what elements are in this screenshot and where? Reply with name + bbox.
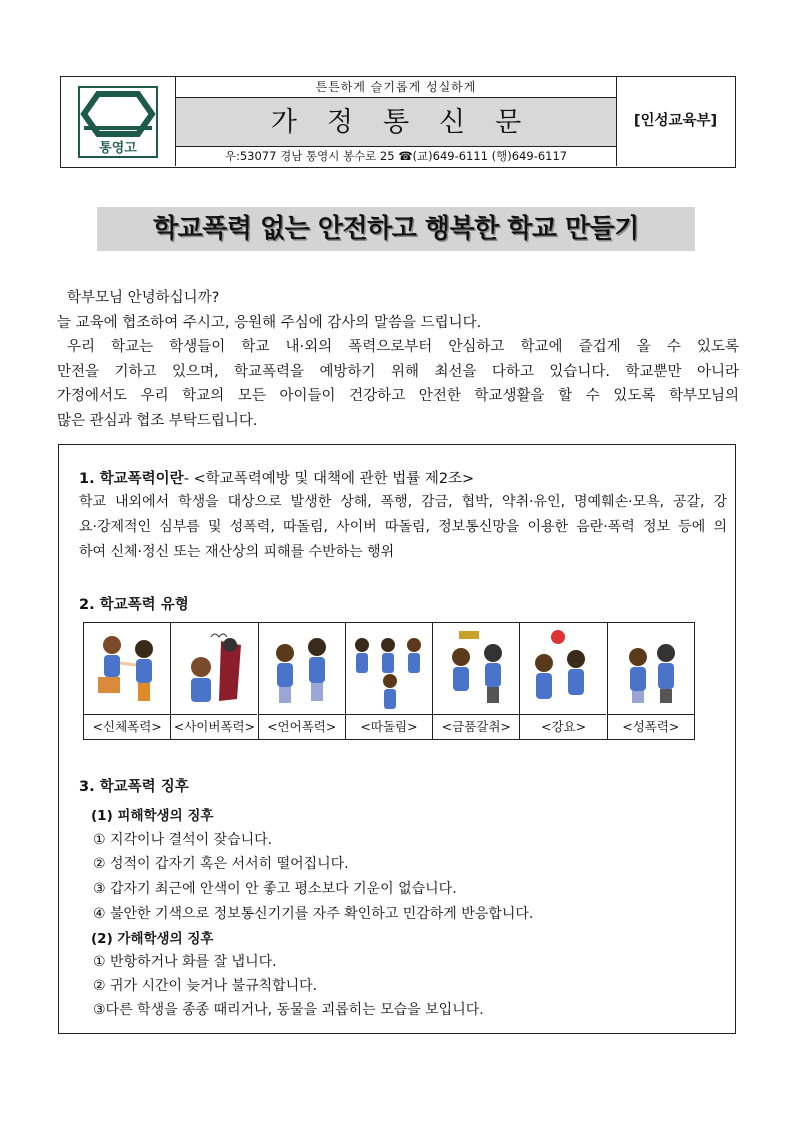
- victim-sign-item: ④ 불안한 기색으로 정보통신기기를 자주 확인하고 민감하게 반응합니다.: [93, 906, 534, 922]
- type-label: <사이버폭력>: [173, 719, 256, 734]
- department-label: [인성교육부]: [633, 113, 718, 129]
- definition-line: 요·강제적인 심부름 및 성폭력, 따돌림, 사이버 따돌림, 정보통신망을 이용한 음란·폭력 정보 등에 의: [79, 519, 727, 535]
- victim-signs-title: (1) 피해학생의 징후: [91, 808, 214, 824]
- offender-sign-item: ① 반항하거나 화를 잘 냅니다.: [93, 954, 277, 970]
- type-label: <강요>: [540, 719, 587, 734]
- school-address: 우:53077 경남 통영시 봉수로 25 ☎(교)649-6111 (행)649-6117: [224, 149, 568, 163]
- section1-heading: [79, 467, 474, 488]
- type-cell: [171, 623, 258, 739]
- headline-banner: 학교폭력 없는 안전하고 행복한 학교 만들기: [97, 207, 695, 251]
- type-cell: [608, 623, 694, 739]
- document-title: 가정통신문: [176, 98, 616, 147]
- header-center: [176, 77, 617, 166]
- offender-signs-title: (2) 가해학생의 징후: [91, 931, 214, 947]
- intro-line: 가정에서도 우리 학교의 모든 아이들이 건강하고 안전한 학교생활을 할 수 있도록 학부모님의: [57, 388, 739, 404]
- section1-source: - <학교폭력예방 및 대책에 관한 법률 제2조>: [183, 471, 475, 487]
- intro-line: 우리 학교는 학생들이 학교 내·외의 폭력으로부터 안심하고 학교에 즐겁게 올 수 있도록: [67, 339, 739, 355]
- victim-sign-item: ③ 갑자기 최근에 안색이 안 좋고 평소보다 기운이 없습니다.: [93, 881, 457, 897]
- definition-line: 학교 내외에서 학생을 대상으로 발생한 상해, 폭행, 감금, 협박, 약취·유인, 명예훼손·모욕, 공갈, 강: [79, 494, 727, 510]
- cyber-violence-illustration: [171, 623, 257, 715]
- verbal-violence-illustration: [259, 623, 345, 715]
- coercion-illustration: [520, 623, 606, 715]
- type-label: <신체폭력>: [92, 719, 162, 734]
- definition-line: 하여 신체·정신 또는 재산상의 피해를 수반하는 행위: [79, 544, 395, 560]
- content-box: [58, 444, 736, 1034]
- section1-title: 1. 학교폭력이란: [79, 471, 184, 487]
- intro-text: [57, 286, 739, 433]
- type-label: <성폭력>: [622, 719, 680, 734]
- offender-sign-item: ② 귀가 시간이 늦거나 불규칙합니다.: [93, 978, 318, 994]
- victim-sign-item: ① 지각이나 결석이 잦습니다.: [93, 832, 273, 848]
- school-motto: 튼튼하게 슬기롭게 성실하게: [176, 77, 616, 98]
- type-cell: [433, 623, 520, 739]
- extortion-illustration: [433, 623, 519, 715]
- letter-header: [60, 76, 736, 168]
- violence-types-table: [83, 622, 695, 740]
- section3-title: 3. 학교폭력 징후: [79, 779, 189, 795]
- type-cell: [259, 623, 346, 739]
- svg-text:통영고: 통영고: [99, 141, 137, 156]
- school-logo-icon: [78, 86, 158, 158]
- ostracism-illustration: [346, 623, 432, 715]
- type-label: <언어폭력>: [267, 719, 337, 734]
- type-label: <따돌림>: [360, 719, 418, 734]
- type-label: <금품갈취>: [441, 719, 511, 734]
- sexual-violence-illustration: [608, 623, 694, 715]
- type-cell: [84, 623, 171, 739]
- intro-line: 만전을 기하고 있으며, 학교폭력을 예방하기 위해 최선을 다하고 있습니다. 학교뿐만 아니라: [57, 363, 739, 380]
- offender-sign-item: ③다른 학생을 종종 때리거나, 동물을 괴롭히는 모습을 보입니다.: [93, 1002, 484, 1018]
- section2-title: 2. 학교폭력 유형: [79, 597, 189, 613]
- type-cell: [520, 623, 607, 739]
- physical-violence-illustration: [84, 623, 170, 715]
- victim-sign-item: ② 성적이 갑자기 혹은 서서히 떨어집니다.: [93, 856, 349, 872]
- school-logo-cell: [61, 77, 176, 166]
- intro-line: 많은 관심과 협조 부탁드립니다.: [57, 412, 258, 429]
- intro-line: 늘 교육에 협조하여 주시고, 응원해 주심에 감사의 말씀을 드립니다.: [57, 314, 482, 331]
- section1-definition: [79, 490, 727, 565]
- type-cell: [346, 623, 433, 739]
- greeting-line: 학부모님 안녕하십니까?: [67, 290, 220, 306]
